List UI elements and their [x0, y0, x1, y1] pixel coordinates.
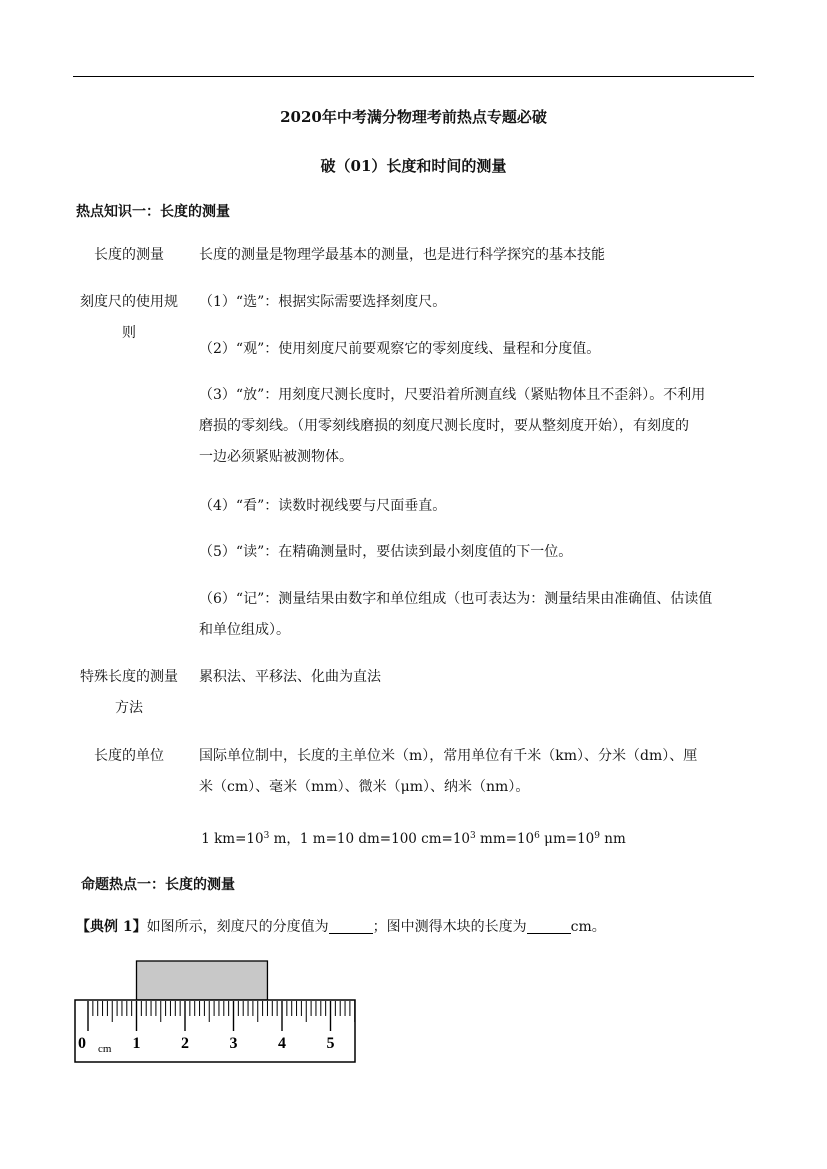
- example-text: 如图所示，刻度尺的分度值为: [146, 919, 329, 935]
- rule-2: [199, 334, 727, 365]
- wood-block: [137, 961, 268, 1000]
- text-line: （6）“记”：测量结果由数字和单位组成（也可表达为：测量结果由准确值、估读值: [199, 591, 713, 607]
- unit-conversion-formula: [0, 827, 827, 847]
- text-line: 长度的测量是物理学最基本的测量，也是进行科学探究的基本技能: [199, 247, 605, 263]
- text-line: （3）“放”：用刻度尺测长度时，尺要沿着所测直线（紧贴物体且不歪斜）。不利用: [199, 387, 706, 403]
- text-line: （1）“选”：根据实际需要选择刻度尺。: [199, 294, 447, 310]
- ruler-label-5: 5: [326, 1035, 335, 1052]
- ruler-label-0: 0: [78, 1035, 86, 1052]
- label-line: 刻度尺的使用规: [80, 294, 178, 310]
- row-content-special-methods: [199, 662, 727, 693]
- label-line: 特殊长度的测量: [80, 669, 178, 685]
- formula-part: m，1 m=10 dm=100 cm=10: [269, 831, 471, 847]
- text-line: 磨损的零刻线。（用零刻线磨损的刻度尺测长度时，要从整刻度开始），有刻度的: [199, 418, 689, 434]
- doc-title: 2020年中考满分物理考前热点专题必破: [280, 108, 547, 126]
- row-label-length-measure: 长度的测量: [94, 247, 164, 263]
- example-text: cm。: [570, 919, 606, 935]
- rule-5: [199, 537, 727, 568]
- formula-exponent: 6: [534, 831, 540, 841]
- row-content-length-measure: [199, 240, 727, 271]
- rule-4: [199, 491, 727, 522]
- ruler-figure: [74, 958, 356, 1064]
- answer-blank-division[interactable]: [329, 919, 373, 934]
- text-line: 和单位组成）。: [199, 622, 290, 638]
- rule-1: [199, 287, 727, 318]
- text-line: （5）“读”：在精确测量时，要估读到最小刻度值的下一位。: [199, 544, 573, 560]
- answer-blank-length[interactable]: [527, 919, 571, 934]
- formula-exponent: 9: [594, 831, 600, 841]
- text-line: （2）“观”：使用刻度尺前要观察它的零刻度线、量程和分度值。: [199, 341, 601, 357]
- label-line: 方法: [115, 700, 143, 716]
- top-rule: [73, 76, 754, 77]
- text-line: 累积法、平移法、化曲为直法: [199, 669, 381, 685]
- doc-subtitle: 破（01）长度和时间的测量: [320, 157, 507, 175]
- formula-part: mm=10: [475, 831, 535, 847]
- formula-exponent: 3: [470, 831, 476, 841]
- label-line: 则: [122, 325, 136, 341]
- formula-part: μm=10: [539, 831, 595, 847]
- example-tag: 【典例 1】: [76, 919, 147, 935]
- example-question: [76, 916, 606, 936]
- formula-exponent: 3: [263, 831, 270, 841]
- rule-3: [199, 380, 727, 473]
- rule-6: [199, 584, 727, 646]
- text-line: 米（cm）、毫米（mm）、微米（μm）、纳米（nm）。: [199, 779, 530, 795]
- section-heading-knowledge: 热点知识一：长度的测量: [76, 204, 230, 220]
- formula-part: 1 km=10: [201, 831, 264, 847]
- ruler-label-3: 3: [229, 1035, 238, 1052]
- text-line: （4）“看”：读数时视线要与尺面垂直。: [199, 498, 447, 514]
- row-label-length-units: 长度的单位: [94, 748, 164, 764]
- row-label-special-methods: [73, 662, 185, 724]
- text-line: 一边必须紧贴被测物体。: [199, 449, 353, 465]
- row-label-ruler-rules: [73, 287, 185, 349]
- ruler-label-1: 1: [132, 1035, 141, 1052]
- example-text: ；图中测得木块的长度为: [372, 919, 527, 935]
- row-content-length-units: [199, 741, 727, 803]
- section-heading-topic: 命题热点一：长度的测量: [81, 877, 235, 893]
- ruler-label-4: 4: [278, 1035, 286, 1052]
- ruler-unit-label: cm: [98, 1043, 112, 1055]
- formula-part: nm: [599, 831, 626, 847]
- text-line: 国际单位制中，长度的主单位米（m），常用单位有千米（km）、分米（dm）、厘: [199, 748, 698, 764]
- ruler-label-2: 2: [181, 1035, 189, 1052]
